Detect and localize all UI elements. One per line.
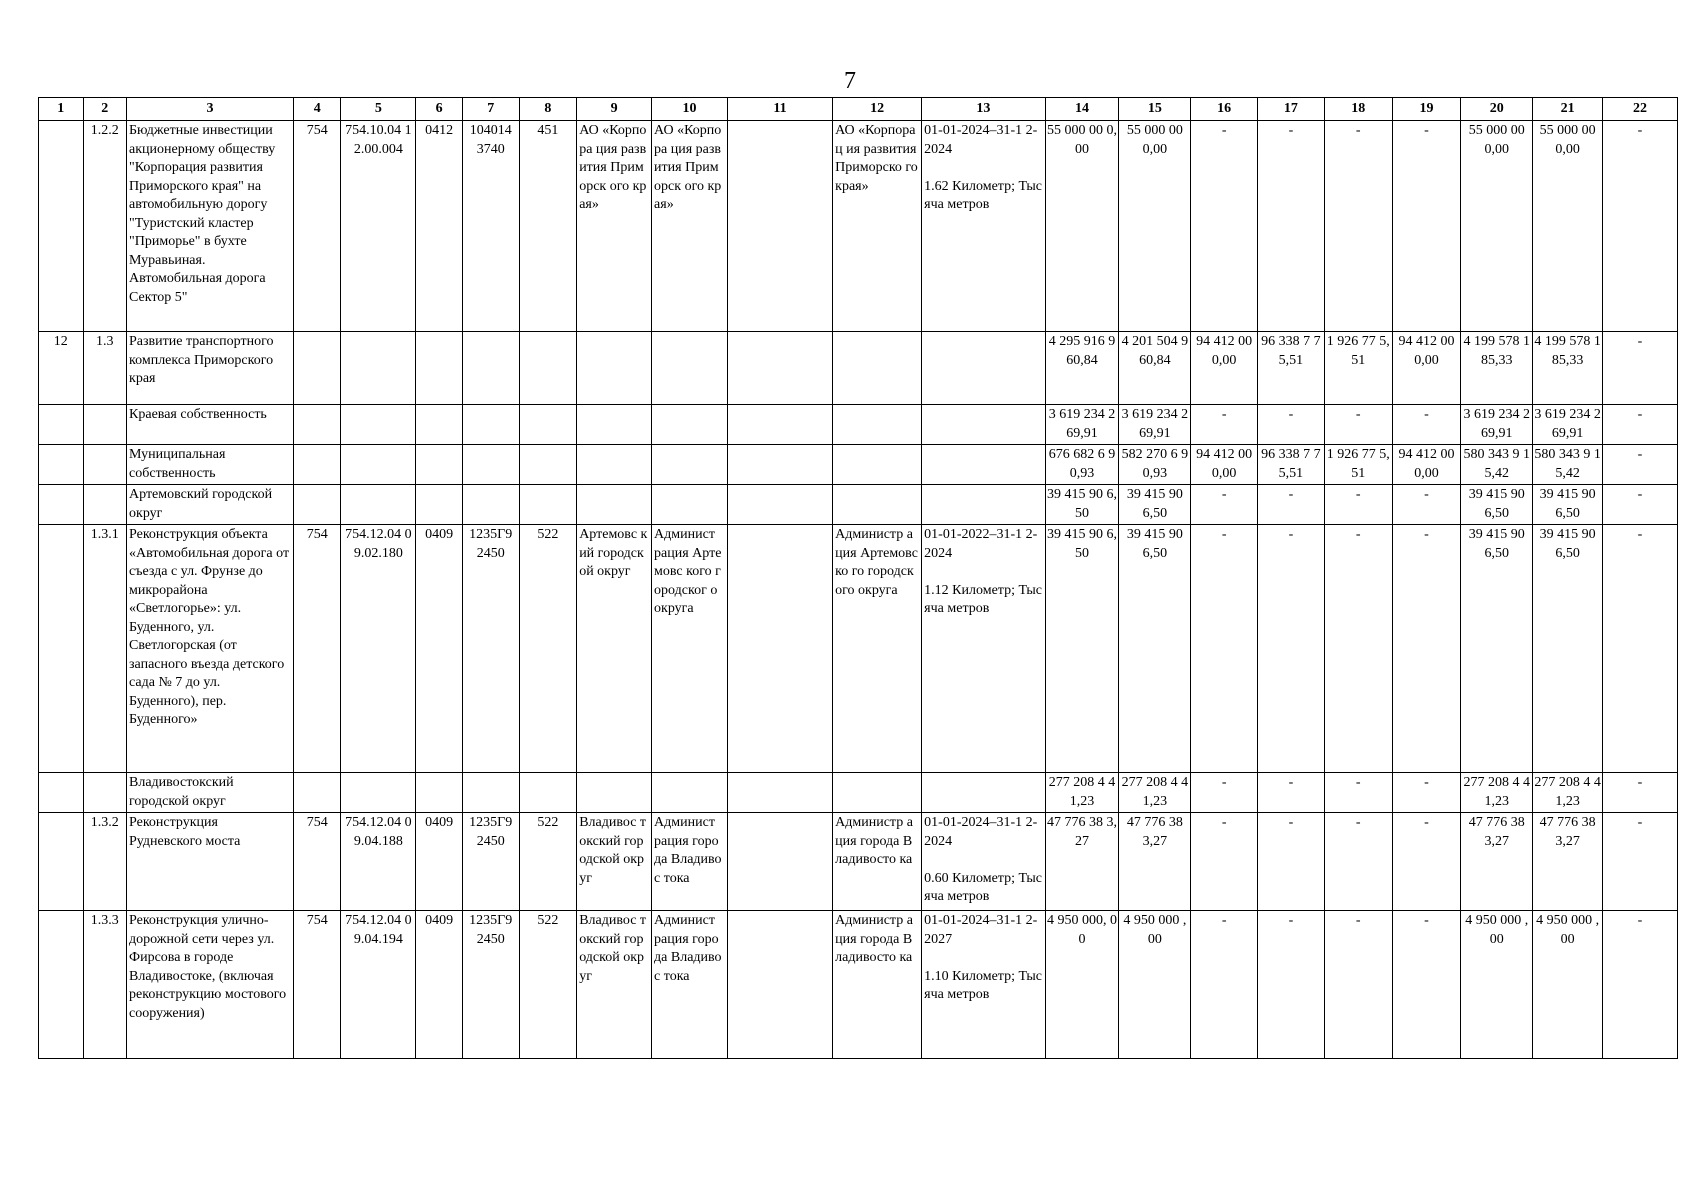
column-header-11: 11 [727,98,832,121]
cell-col-16: - [1191,525,1258,773]
cell-col-4 [293,332,341,405]
cell-col-15: 55 000 00 0,00 [1119,121,1191,332]
cell-col-11 [727,773,832,813]
cell-col-13: 01-01-2024–31-1 2-2027 1.10 Километр; Тысяча метров [922,911,1045,1059]
column-header-4: 4 [293,98,341,121]
cell-col-11 [727,332,832,405]
cell-col-11 [727,485,832,525]
column-header-14: 14 [1045,98,1119,121]
cell-col-2: 1.3.2 [83,813,127,911]
cell-col-1 [39,121,84,332]
column-header-12: 12 [833,98,922,121]
cell-col-8: 451 [519,121,577,332]
cell-col-7: 104014 3740 [462,121,519,332]
cell-col-1 [39,405,84,445]
cell-col-1 [39,485,84,525]
cell-col-10 [652,332,728,405]
cell-col-1 [39,445,84,485]
cell-col-16: - [1191,405,1258,445]
cell-col-14: 4 295 916 960,84 [1045,332,1119,405]
cell-col-19: - [1392,911,1461,1059]
page-number: 7 [844,68,856,94]
cell-col-19: - [1392,773,1461,813]
cell-col-7: 1235Г9 2450 [462,525,519,773]
cell-col-21: 4 199 578 185,33 [1533,332,1603,405]
cell-col-9: АО «Корпора ция развития Приморск ого края» [577,121,652,332]
cell-col-4: 754 [293,911,341,1059]
cell-col-10: Админист рация города Владивос тока [652,911,728,1059]
cell-col-3: Развитие транспортного комплекса Приморского края [127,332,294,405]
cell-col-12 [833,445,922,485]
cell-col-3: Реконструкция улично-дорожной сети через ул. Фирсова в городе Владивостоке, (включая реконструкцию мостового сооружения) [127,911,294,1059]
column-header-6: 6 [416,98,463,121]
cell-col-22: - [1603,445,1678,485]
cell-col-15: 39 415 90 6,50 [1119,485,1191,525]
table-row [39,773,1678,813]
cell-col-8 [519,445,577,485]
cell-col-3: Реконструкция Рудневского моста [127,813,294,911]
cell-col-15: 3 619 234 269,91 [1119,405,1191,445]
cell-col-19: - [1392,525,1461,773]
cell-col-8: 522 [519,813,577,911]
cell-col-2 [83,405,127,445]
cell-col-18: - [1324,405,1392,445]
cell-col-5: 754.12.04 09.04.194 [341,911,416,1059]
table-row [39,121,1678,332]
cell-col-10 [652,485,728,525]
cell-col-2 [83,485,127,525]
cell-col-18: - [1324,525,1392,773]
cell-col-17: - [1258,813,1325,911]
cell-col-9 [577,773,652,813]
cell-col-17: - [1258,911,1325,1059]
cell-col-17: - [1258,121,1325,332]
cell-col-13 [922,332,1045,405]
cell-col-21: 4 950 000 ,00 [1533,911,1603,1059]
cell-col-21: 3 619 234 269,91 [1533,405,1603,445]
cell-col-2: 1.3 [83,332,127,405]
cell-col-11 [727,813,832,911]
cell-col-14: 3 619 234 269,91 [1045,405,1119,445]
cell-col-7 [462,773,519,813]
cell-col-19: - [1392,485,1461,525]
cell-col-4 [293,773,341,813]
cell-col-13 [922,773,1045,813]
cell-col-8 [519,485,577,525]
cell-col-13 [922,445,1045,485]
cell-col-9 [577,405,652,445]
cell-col-6 [416,445,463,485]
cell-col-8 [519,405,577,445]
cell-col-13: 01-01-2024–31-1 2-2024 1.62 Километр; Тысяча метров [922,121,1045,332]
cell-col-11 [727,525,832,773]
cell-col-21: 277 208 4 41,23 [1533,773,1603,813]
table-row [39,911,1678,1059]
cell-col-19: - [1392,121,1461,332]
cell-col-11 [727,911,832,1059]
cell-col-20: 4 199 578 185,33 [1461,332,1533,405]
cell-col-3: Краевая собственность [127,405,294,445]
cell-col-5: 754.12.04 09.04.188 [341,813,416,911]
cell-col-18: - [1324,773,1392,813]
cell-col-12: Администр ация города Владивосто ка [833,911,922,1059]
cell-col-16: 94 412 00 0,00 [1191,445,1258,485]
cell-col-13 [922,485,1045,525]
cell-col-10: АО «Корпора ция развития Приморск ого края» [652,121,728,332]
cell-col-22: - [1603,332,1678,405]
cell-col-4: 754 [293,813,341,911]
cell-col-21: 47 776 38 3,27 [1533,813,1603,911]
cell-col-20: 47 776 38 3,27 [1461,813,1533,911]
cell-col-12 [833,773,922,813]
column-header-1: 1 [39,98,84,121]
cell-col-5 [341,773,416,813]
cell-col-21: 580 343 9 15,42 [1533,445,1603,485]
table-row [39,445,1678,485]
cell-col-15: 582 270 6 90,93 [1119,445,1191,485]
column-header-2: 2 [83,98,127,121]
cell-col-19: - [1392,813,1461,911]
cell-col-4: 754 [293,525,341,773]
column-header-7: 7 [462,98,519,121]
cell-col-8: 522 [519,525,577,773]
cell-col-22: - [1603,773,1678,813]
cell-col-19: 94 412 00 0,00 [1392,332,1461,405]
cell-col-10: Админист рация города Владивос тока [652,813,728,911]
column-header-21: 21 [1533,98,1603,121]
cell-col-16: - [1191,911,1258,1059]
cell-col-6 [416,332,463,405]
cell-col-6: 0409 [416,813,463,911]
column-header-18: 18 [1324,98,1392,121]
cell-col-15: 277 208 4 41,23 [1119,773,1191,813]
cell-col-11 [727,121,832,332]
column-header-10: 10 [652,98,728,121]
cell-col-6 [416,773,463,813]
cell-col-4 [293,405,341,445]
cell-col-16: - [1191,813,1258,911]
cell-col-3: Реконструкция объекта «Автомобильная дорога от съезда с ул. Фрунзе до микрорайона «Светлогорье»: ул. Буденного, ул. Светлогорская (от запасного въезда детского сада № 7 до ул. Буденного), пер. Буденного» [127,525,294,773]
cell-col-9: Владивос токский городской округ [577,911,652,1059]
cell-col-8 [519,773,577,813]
cell-col-12 [833,332,922,405]
cell-col-13 [922,405,1045,445]
cell-col-22: - [1603,121,1678,332]
cell-col-20: 3 619 234 269,91 [1461,405,1533,445]
cell-col-1 [39,813,84,911]
cell-col-12: Администр ация города Владивосто ка [833,813,922,911]
cell-col-1 [39,773,84,813]
cell-col-4 [293,445,341,485]
table-body [39,121,1678,1059]
column-header-8: 8 [519,98,577,121]
cell-col-7 [462,485,519,525]
cell-col-20: 580 343 9 15,42 [1461,445,1533,485]
cell-col-10 [652,445,728,485]
cell-col-9: Артемовс кий городской округ [577,525,652,773]
column-header-20: 20 [1461,98,1533,121]
cell-col-12 [833,485,922,525]
cell-col-20: 4 950 000 ,00 [1461,911,1533,1059]
table-row [39,485,1678,525]
cell-col-15: 39 415 90 6,50 [1119,525,1191,773]
cell-col-14: 676 682 6 90,93 [1045,445,1119,485]
cell-col-21: 55 000 00 0,00 [1533,121,1603,332]
cell-col-16: 94 412 00 0,00 [1191,332,1258,405]
cell-col-7: 1235Г9 2450 [462,911,519,1059]
table-row [39,405,1678,445]
cell-col-18: - [1324,911,1392,1059]
cell-col-6 [416,405,463,445]
column-header-13: 13 [922,98,1045,121]
cell-col-19: - [1392,405,1461,445]
cell-col-17: - [1258,405,1325,445]
cell-col-13: 01-01-2022–31-1 2-2024 1.12 Километр; Тысяча метров [922,525,1045,773]
cell-col-16: - [1191,773,1258,813]
cell-col-19: 94 412 00 0,00 [1392,445,1461,485]
cell-col-2: 1.3.1 [83,525,127,773]
cell-col-11 [727,445,832,485]
cell-col-20: 39 415 90 6,50 [1461,485,1533,525]
table-row [39,525,1678,773]
cell-col-17: - [1258,485,1325,525]
cell-col-5 [341,485,416,525]
cell-col-7 [462,405,519,445]
cell-col-10 [652,773,728,813]
cell-col-11 [727,405,832,445]
cell-col-9: Владивос токский городской округ [577,813,652,911]
column-header-3: 3 [127,98,294,121]
cell-col-17: 96 338 7 75,51 [1258,332,1325,405]
cell-col-12: АО «Корпорац ия развития Приморско го края» [833,121,922,332]
cell-col-18: - [1324,121,1392,332]
table-row [39,332,1678,405]
cell-col-17: - [1258,773,1325,813]
cell-col-14: 39 415 90 6,50 [1045,525,1119,773]
cell-col-3: Бюджетные инвестиции акционерному обществу "Корпорация развития Приморского края" на автомобильную дорогу "Туристский кластер "Приморье" в бухте Муравьиная. Автомобильная дорога Сектор 5" [127,121,294,332]
cell-col-15: 47 776 38 3,27 [1119,813,1191,911]
cell-col-5 [341,405,416,445]
cell-col-21: 39 415 90 6,50 [1533,485,1603,525]
cell-col-2: 1.2.2 [83,121,127,332]
cell-col-10: Админист рация Артемовс кого городског о округа [652,525,728,773]
cell-col-4 [293,485,341,525]
cell-col-4: 754 [293,121,341,332]
column-header-22: 22 [1603,98,1678,121]
table-row [39,813,1678,911]
cell-col-5 [341,332,416,405]
cell-col-6 [416,485,463,525]
cell-col-14: 55 000 00 0,00 [1045,121,1119,332]
column-header-19: 19 [1392,98,1461,121]
cell-col-9 [577,332,652,405]
cell-col-8: 522 [519,911,577,1059]
cell-col-3: Артемовский городской округ [127,485,294,525]
cell-col-20: 55 000 00 0,00 [1461,121,1533,332]
cell-col-12: Администр ация Артемовско го городского округа [833,525,922,773]
cell-col-12 [833,405,922,445]
cell-col-15: 4 201 504 960,84 [1119,332,1191,405]
cell-col-22: - [1603,485,1678,525]
cell-col-3: Владивостокский городской округ [127,773,294,813]
cell-col-9 [577,485,652,525]
cell-col-2: 1.3.3 [83,911,127,1059]
column-header-16: 16 [1191,98,1258,121]
cell-col-6: 0409 [416,525,463,773]
cell-col-1 [39,525,84,773]
cell-col-21: 39 415 90 6,50 [1533,525,1603,773]
cell-col-5: 754.12.04 09.02.180 [341,525,416,773]
cell-col-22: - [1603,813,1678,911]
column-header-17: 17 [1258,98,1325,121]
cell-col-14: 47 776 38 3,27 [1045,813,1119,911]
cell-col-1: 12 [39,332,84,405]
cell-col-7: 1235Г9 2450 [462,813,519,911]
cell-col-17: 96 338 7 75,51 [1258,445,1325,485]
cell-col-15: 4 950 000 ,00 [1119,911,1191,1059]
cell-col-2 [83,773,127,813]
cell-col-22: - [1603,405,1678,445]
column-header-5: 5 [341,98,416,121]
cell-col-7 [462,332,519,405]
cell-col-17: - [1258,525,1325,773]
cell-col-5: 754.10.04 12.00.004 [341,121,416,332]
column-header-15: 15 [1119,98,1191,121]
table-header-row [39,98,1678,121]
cell-col-18: 1 926 77 5,51 [1324,445,1392,485]
cell-col-18: - [1324,485,1392,525]
cell-col-5 [341,445,416,485]
cell-col-16: - [1191,121,1258,332]
cell-col-3: Муниципальная собственность [127,445,294,485]
cell-col-8 [519,332,577,405]
budget-table [38,97,1678,1059]
cell-col-16: - [1191,485,1258,525]
cell-col-9 [577,445,652,485]
cell-col-22: - [1603,911,1678,1059]
cell-col-13: 01-01-2024–31-1 2-2024 0.60 Километр; Тысяча метров [922,813,1045,911]
cell-col-18: 1 926 77 5,51 [1324,332,1392,405]
cell-col-1 [39,911,84,1059]
column-header-9: 9 [577,98,652,121]
cell-col-14: 4 950 000, 00 [1045,911,1119,1059]
cell-col-7 [462,445,519,485]
cell-col-6: 0409 [416,911,463,1059]
cell-col-14: 277 208 4 41,23 [1045,773,1119,813]
cell-col-20: 39 415 90 6,50 [1461,525,1533,773]
cell-col-18: - [1324,813,1392,911]
cell-col-20: 277 208 4 41,23 [1461,773,1533,813]
cell-col-22: - [1603,525,1678,773]
cell-col-6: 0412 [416,121,463,332]
cell-col-10 [652,405,728,445]
cell-col-2 [83,445,127,485]
cell-col-14: 39 415 90 6,50 [1045,485,1119,525]
